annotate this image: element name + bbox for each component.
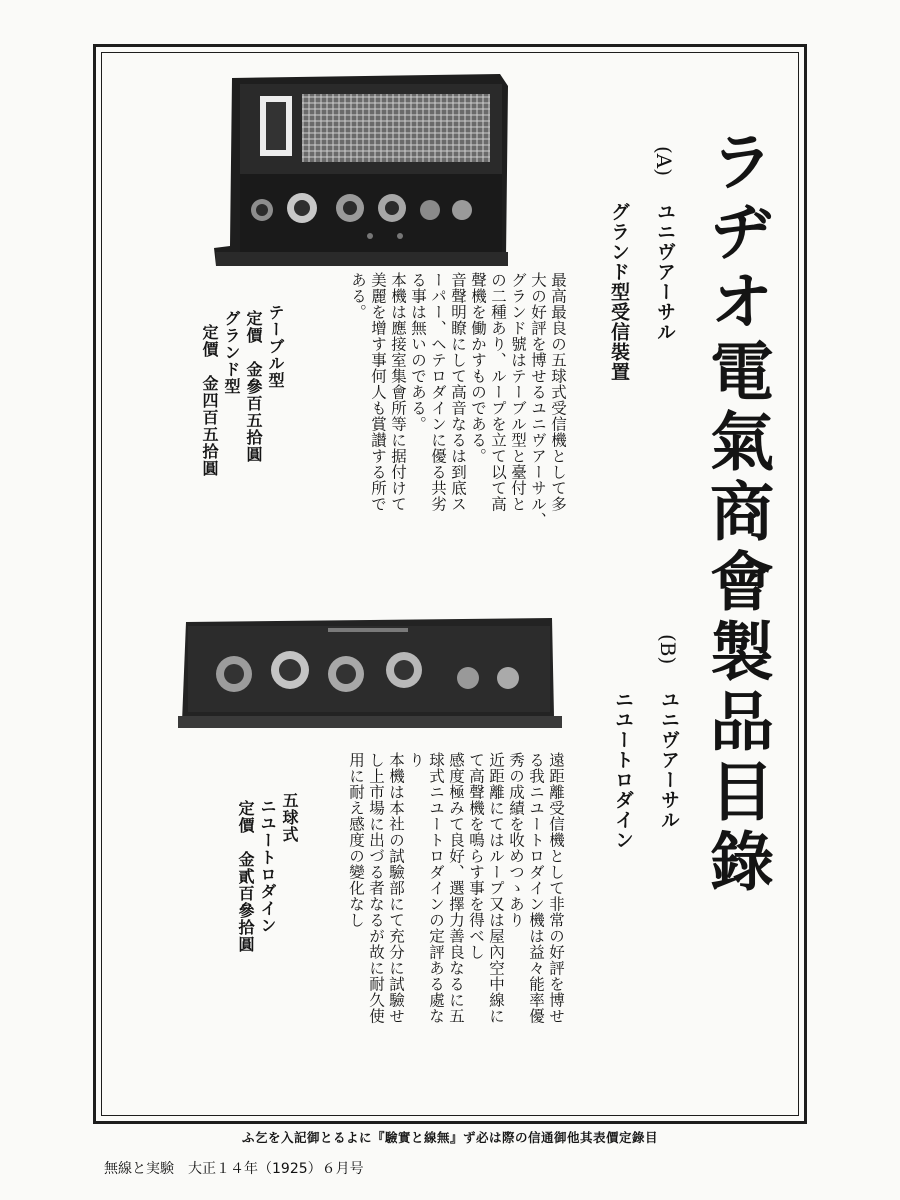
section-a-body: 最高最良の五球式受信機として多 大の好評を博せるユニヴアーサル、 グランド號はテーブル型と臺付と の二種あり、ループを立て以て高 聲機を働かすものである。 音聲明瞭にして高音なるは到底ス ーパー、ヘテロダインに優る共劣 る事は無いのである。 本機は應接室集會所等に据付けて 美麗を增す事何人も賞讃する所で ある。 bbox=[349, 272, 567, 528]
footer-notice: ふ乞を入記御とるよに『驗實と線無』ず必は際の信通御他其表價定錄目 bbox=[241, 1130, 658, 1145]
section-a-heading2: グランド型受信裝置 bbox=[608, 202, 630, 382]
section-b-heading2: ニユートロダイン bbox=[612, 690, 634, 850]
section-a-prices: テーブル型 定價 金參百五拾圓 グランド型 定價 金四百五拾圓 bbox=[200, 304, 285, 477]
grand-receiver-image bbox=[210, 70, 510, 270]
source-caption: 無線と実験 大正１４年（1925）６月号 bbox=[104, 1161, 364, 1177]
catalog-title: ラヂオ電氣商會製品目錄 bbox=[699, 128, 774, 898]
section-b-prices: 五球式 ニユートロダイン 定價 金貳百參拾圓 bbox=[236, 792, 299, 953]
section-b-heading1: ユニヴアーサル bbox=[658, 690, 680, 830]
section-a-label: (A) bbox=[652, 146, 676, 177]
section-b-body: 遠距離受信機として非常の好評を博せ る我ニユートロダイン機は益々能率優 秀の成績を收めつゝあり 近距離にてはループ又は屋內空中線に て高聲機を鳴らす事を得べし 感度極みて良好、選擇力善良なるに五 球式ニユートロダインの定評ある處な り 本機は本社の試驗部にて充分に試驗せ し上市場に出づる者なるが故に耐久使 用に耐え感度の變化なし bbox=[347, 752, 565, 1024]
section-a-heading1: ユニヴアーサル bbox=[654, 202, 676, 342]
section-b-label: (B) bbox=[656, 634, 680, 665]
neutrodyne-receiver-image bbox=[178, 616, 562, 734]
